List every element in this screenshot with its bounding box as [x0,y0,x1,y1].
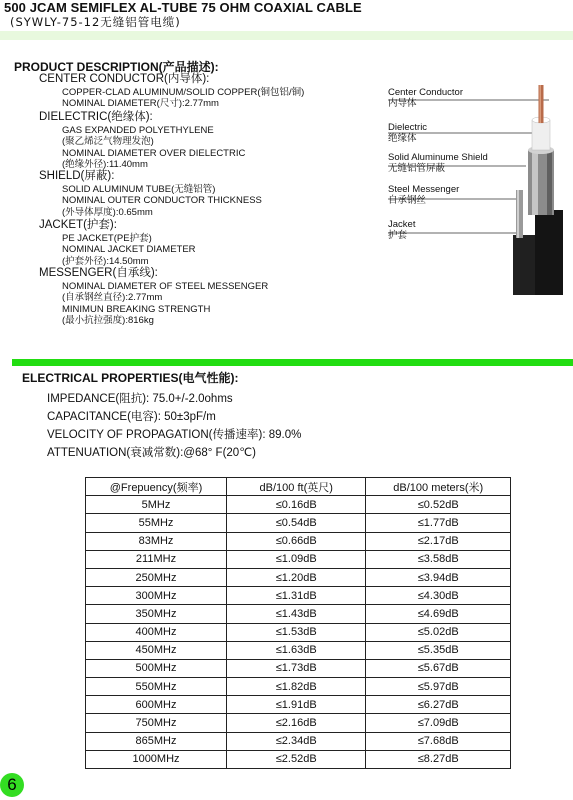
cable-label [388,152,488,174]
cable-label-zh: 无缝铝管屏蔽 [388,163,446,174]
header-db-per-m: dB/100 meters(米) [366,478,511,496]
table-row [86,732,511,750]
db-per-ft-cell: ≤0.54dB [227,514,366,532]
db-per-m-cell: ≤5.97dB [366,678,511,696]
db-per-ft-cell: ≤2.34dB [227,732,366,750]
frequency-cell: 450MHz [86,641,227,659]
db-per-ft-cell: ≤1.09dB [227,550,366,568]
table-row [86,514,511,532]
header-band [0,31,573,40]
db-per-ft-cell: ≤1.73dB [227,659,366,677]
db-per-ft-cell: ≤2.16dB [227,714,366,732]
frequency-cell: 55MHz [86,514,227,532]
table-row [86,496,511,514]
attenuation-text: ATTENUATION(衰减常数):@68° F(20℃) [47,447,256,459]
db-per-m-cell: ≤7.68dB [366,732,511,750]
db-per-ft-cell: ≤1.20dB [227,568,366,586]
spec-detail: MINIMUN BREAKING STRENGTH [62,303,211,315]
frequency-cell: 350MHz [86,605,227,623]
spec-category: CENTER CONDUCTOR(内导体): [39,73,210,85]
header-db-per-ft: dB/100 ft(英尺) [227,478,366,496]
frequency-cell: 250MHz [86,568,227,586]
frequency-cell: 1000MHz [86,750,227,768]
frequency-cell: 300MHz [86,587,227,605]
db-per-m-cell: ≤0.52dB [366,496,511,514]
table-row [86,641,511,659]
frequency-cell: 83MHz [86,532,227,550]
db-per-m-cell: ≤3.94dB [366,568,511,586]
spec-detail: (最小抗拉强度):816kg [62,314,154,326]
spec-category: DIELECTRIC(绝缘体): [39,111,153,123]
table-row [86,587,511,605]
table-row [86,623,511,641]
capacitance-text: CAPACITANCE(电容): 50±3pF/m [47,411,216,423]
frequency-cell: 400MHz [86,623,227,641]
velocity-text: VELOCITY OF PROPAGATION(传播速率): 89.0% [47,429,302,441]
db-per-ft-cell: ≤1.43dB [227,605,366,623]
cable-label-en: Dielectric [388,122,428,133]
db-per-ft-cell: ≤1.91dB [227,696,366,714]
db-per-m-cell: ≤4.30dB [366,587,511,605]
db-per-ft-cell: ≤1.63dB [227,641,366,659]
spec-category: SHIELD(屏蔽): [39,170,115,182]
spec-detail: (护套外径):14.50mm [62,255,149,267]
frequency-cell: 600MHz [86,696,227,714]
cable-label-en: Steel Messenger [388,184,460,195]
table-row [86,714,511,732]
cable-label-zh: 绝缘体 [388,133,417,144]
db-per-ft-cell: ≤1.31dB [227,587,366,605]
table-row [86,659,511,677]
spec-detail: NOMINAL DIAMETER OVER DIELECTRIC [62,147,246,159]
electrical-properties-heading: ELECTRICAL PROPERTIES(电气性能): [22,371,239,385]
spec-category: MESSENGER(自承线): [39,267,158,279]
header-frequency: @Frepuency(频率) [86,478,227,496]
frequency-cell: 5MHz [86,496,227,514]
db-per-m-cell: ≤2.17dB [366,532,511,550]
cable-label [388,87,463,109]
frequency-cell: 750MHz [86,714,227,732]
cable-label-en: Solid Aluminume Shield [388,152,488,163]
cable-label [388,122,427,144]
page-number: 6 [0,773,24,797]
table-row [86,532,511,550]
db-per-ft-cell: ≤2.52dB [227,750,366,768]
spec-detail: NOMINAL OUTER CONDUCTOR THICKNESS [62,195,262,207]
impedance-text: IMPEDANCE(阻抗): 75.0+/-2.0ohms [47,393,233,405]
db-per-m-cell: ≤7.09dB [366,714,511,732]
db-per-m-cell: ≤1.77dB [366,514,511,532]
messenger-jacket [513,235,535,295]
table-row [86,678,511,696]
spec-detail: SOLID ALUMINUM TUBE(无缝铝管) [62,184,216,195]
db-per-ft-cell: ≤0.16dB [227,496,366,514]
table-row [86,605,511,623]
spec-detail: NOMINAL JACKET DIAMETER [62,244,196,256]
jacket-body [535,210,563,295]
spec-category: JACKET(护套): [39,219,117,231]
spec-detail: GAS EXPANDED POLYETHYLENE [62,125,214,136]
spec-detail: (聚乙烯泛气物理发泡) [62,136,154,148]
spec-detail: (自承钢丝直径):2.77mm [62,292,163,304]
db-per-ft-cell: ≤1.82dB [227,678,366,696]
frequency-cell: 500MHz [86,659,227,677]
spec-detail: NOMINAL DIAMETER OF STEEL MESSENGER [62,281,269,292]
attenuation-table [85,477,511,769]
db-per-m-cell: ≤5.35dB [366,641,511,659]
spec-detail: COPPER-CLAD ALUMINUM/SOLID COPPER(铜包铝/铜) [62,87,305,98]
spec-detail: PE JACKET(PE护套) [62,233,152,244]
db-per-m-cell: ≤5.02dB [366,623,511,641]
cable-label-en: Center Conductor [388,87,463,98]
cable-label [388,219,415,241]
db-per-ft-cell: ≤0.66dB [227,532,366,550]
spec-detail: NOMINAL DIAMETER(尺寸):2.77mm [62,98,219,110]
db-per-m-cell: ≤5.67dB [366,659,511,677]
frequency-cell: 550MHz [86,678,227,696]
product-description-heading: PRODUCT DESCRIPTION(产品描述): [14,60,219,74]
cable-label-zh: 护套 [388,230,408,241]
cable-label [388,184,459,206]
table-row [86,550,511,568]
page-title: 500 JCAM SEMIFLEX AL-TUBE 75 OHM COAXIAL CABLE [4,0,362,15]
db-per-m-cell: ≤8.27dB [366,750,511,768]
spec-detail: (外导体厚度):0.65mm [62,206,153,218]
section-divider [12,359,573,366]
db-per-m-cell: ≤4.69dB [366,605,511,623]
table-row [86,750,511,768]
frequency-cell: 865MHz [86,732,227,750]
db-per-ft-cell: ≤1.53dB [227,623,366,641]
cable-label-zh: 内导体 [388,98,417,109]
cable-label-en: Jacket [388,219,416,230]
db-per-m-cell: ≤6.27dB [366,696,511,714]
cable-label-zh: 自承钢丝 [388,195,427,206]
table-row [86,696,511,714]
db-per-m-cell: ≤3.58dB [366,550,511,568]
table-row [86,568,511,586]
dielectric [532,120,550,150]
spec-detail: (绝缘外径):11.40mm [62,158,148,170]
frequency-cell: 211MHz [86,550,227,568]
table-header-row [86,478,511,496]
page-subtitle: (SYWLY-75-12无缝铝管电缆) [10,15,181,29]
